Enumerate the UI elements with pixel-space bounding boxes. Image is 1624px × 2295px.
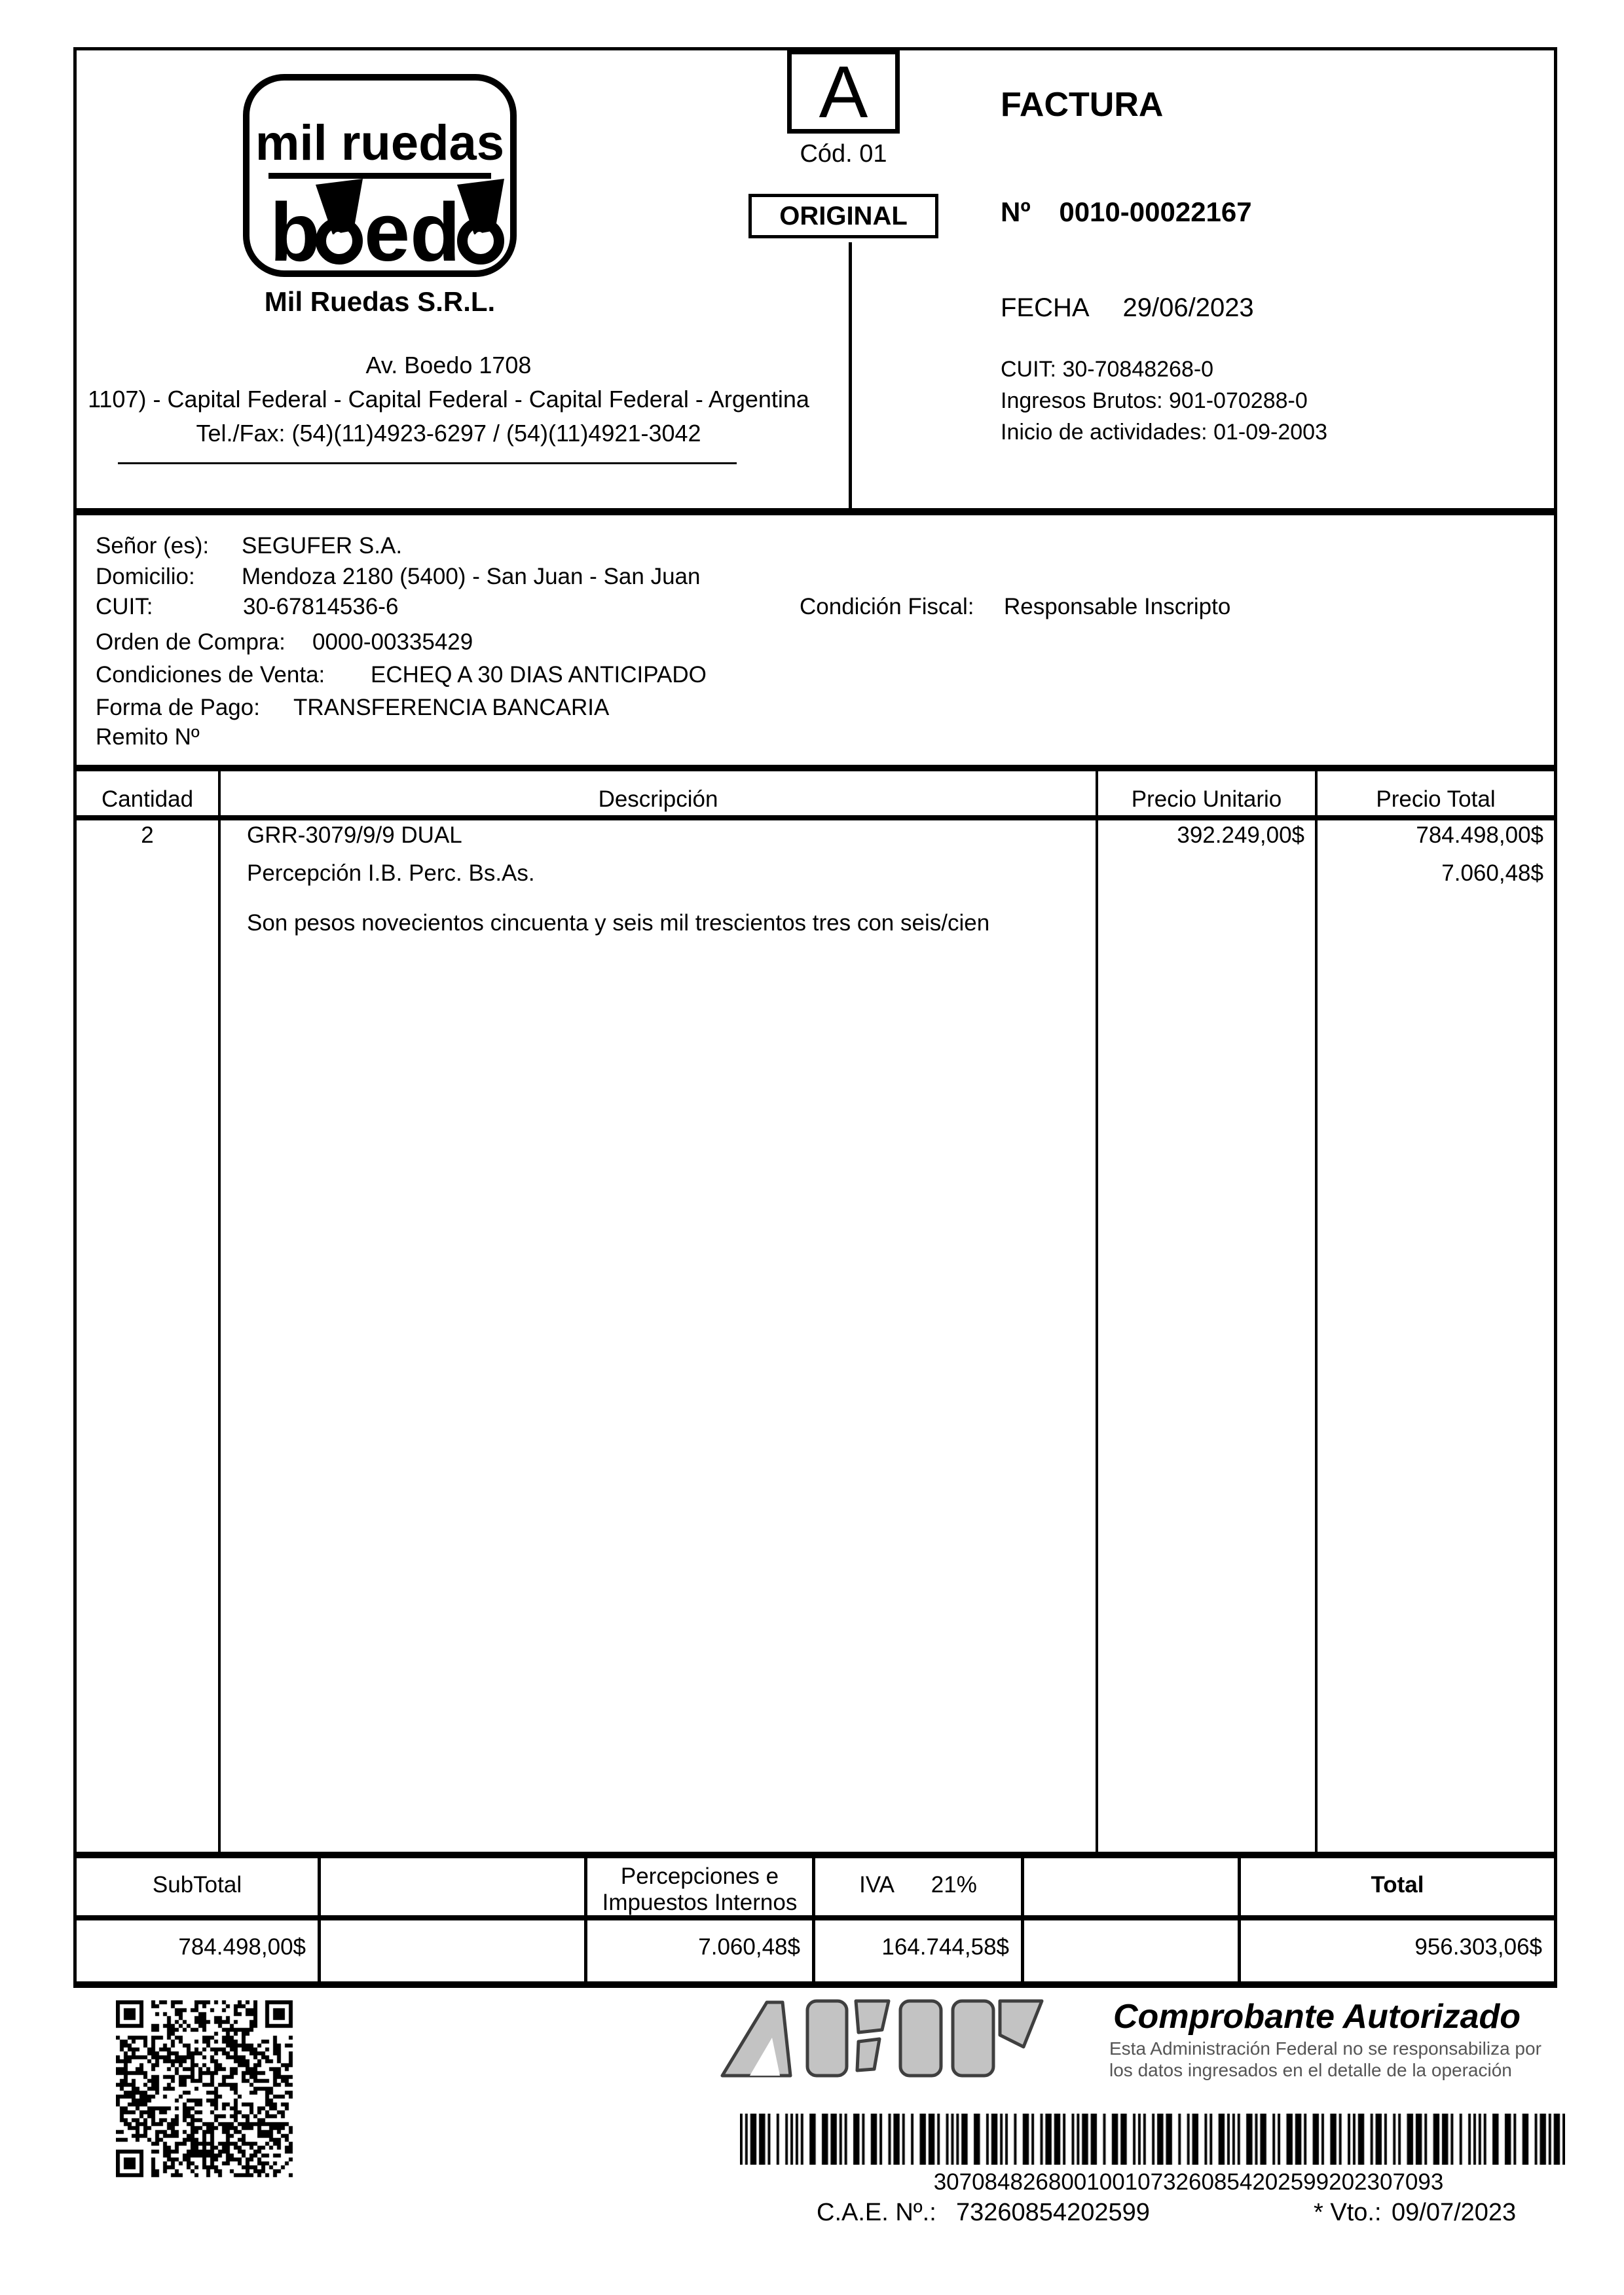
item-unit-price: 392.249,00$ (1177, 822, 1304, 848)
purchase-order: 0000-00335429 (312, 629, 473, 655)
subtotal-label: SubTotal (152, 1872, 242, 1898)
barcode-number: 3070848268001001073260854202599202307093 (933, 2169, 1444, 2195)
percepciones-value: 7.060,48$ (698, 1934, 800, 1960)
customer-cuit-row (96, 593, 1536, 619)
col-header-precio-unitario: Precio Unitario (1131, 786, 1282, 812)
totals-middle-line (73, 1915, 1557, 1920)
item-description: GRR-3079/9/9 DUAL (247, 822, 462, 848)
invoice-title: FACTURA (1001, 86, 1164, 124)
afip-letter-p-bowl (1000, 2001, 1042, 2047)
afip-letter-p-bar (953, 2001, 993, 2076)
customer-address-row (96, 563, 1536, 589)
iva-label (815, 1871, 1021, 1899)
afip-letter-f-mid (857, 2039, 879, 2070)
purchase-order-label: Orden de Compra: (96, 629, 286, 655)
items-table-top-line (73, 765, 1557, 771)
iva-text: IVA (859, 1872, 894, 1898)
customer-name-label: Señor (es): (96, 533, 210, 559)
invoice-number: 0010-00022167 (1059, 196, 1252, 227)
address-underline (118, 462, 737, 464)
header-center-divider (849, 242, 852, 511)
items-col-divider-3 (1315, 765, 1318, 1852)
customer-address: Mendoza 2180 (5400) - San Juan - San Juan (242, 564, 701, 589)
percepciones-label (587, 1864, 812, 1916)
logo-letter-b: b (270, 186, 320, 278)
amount-in-words: Son pesos novecientos cincuenta y seis mil trescientos tres con seis/cien (247, 910, 990, 936)
customer-cuit: 30-67814536-6 (243, 594, 399, 619)
customer-name: SEGUFER S.A. (242, 533, 403, 559)
form-outer-border (73, 47, 1557, 1988)
invoice-type-letter: A (819, 50, 868, 133)
header-separator-line (73, 508, 1557, 515)
col-header-precio-total: Precio Total (1376, 786, 1496, 812)
payment-method: TRANSFERENCIA BANCARIA (293, 695, 610, 720)
fiscal-condition-label: Condición Fiscal: (800, 594, 974, 619)
col-header-cantidad: Cantidad (101, 786, 194, 812)
seller-cuit: CUIT: 30-70848268-0 (1001, 357, 1214, 382)
items-table-header-line (73, 815, 1557, 820)
payment-method-label: Forma de Pago: (96, 695, 260, 720)
sale-conditions-row (96, 661, 1536, 688)
authorized-title: Comprobante Autorizado (1113, 1998, 1521, 2036)
seller-address (85, 348, 812, 451)
company-name: Mil Ruedas S.R.L. (264, 286, 496, 317)
invoice-date-label: FECHA (1001, 293, 1088, 322)
cae-label: C.A.E. Nº.: (817, 2199, 936, 2226)
barcode (740, 2114, 1565, 2165)
totals-col-divider-4 (1021, 1858, 1024, 1981)
customer-address-label: Domicilio: (96, 564, 195, 589)
item-description: Percepción I.B. Perc. Bs.As. (247, 860, 535, 886)
percepciones-label-line1: Percepciones e (620, 1864, 779, 1889)
afip-letter-i (900, 2001, 941, 2076)
iva-value: 164.744,58$ (881, 1934, 1009, 1960)
percepciones-label-line2: Impuestos Internos (602, 1890, 798, 1915)
afip-letter-f-bar (807, 2001, 847, 2076)
totals-top-line (73, 1852, 1557, 1858)
copy-type-box (748, 194, 938, 238)
iva-rate: 21% (931, 1872, 977, 1898)
total-label: Total (1371, 1872, 1424, 1898)
totals-bottom-line (73, 1981, 1557, 1988)
customer-cuit-label: CUIT: (96, 594, 153, 619)
invoice-number-row (1001, 196, 1252, 228)
vto-label: * Vto.: (1314, 2199, 1382, 2226)
qr-code (116, 2000, 321, 2205)
subtotal-value: 784.498,00$ (178, 1934, 306, 1960)
invoice-type-code: Cód. 01 (800, 140, 887, 168)
logo-line1: mil ruedas (255, 115, 505, 171)
sale-conditions: ECHEQ A 30 DIAS ANTICIPADO (371, 662, 707, 688)
customer-name-row (96, 532, 1536, 559)
item-qty: 2 (141, 822, 154, 848)
total-value: 956.303,06$ (1414, 1934, 1542, 1960)
seller-city: 1107) - Capital Federal - Capital Federal - Capital Federal - Argentina (88, 386, 809, 413)
seller-iibb: Ingresos Brutos: 901-070288-0 (1001, 388, 1308, 413)
remito-label: Remito Nº (96, 724, 200, 750)
purchase-order-row (96, 629, 1536, 655)
afip-disclaimer-line2: los datos ingresados en el detalle de la operación (1109, 2060, 1512, 2080)
seller-inicio-actividades: Inicio de actividades: 01-09-2003 (1001, 420, 1327, 445)
seller-street: Av. Boedo 1708 (365, 352, 532, 378)
totals-col-divider-1 (318, 1858, 321, 1981)
invoice-type-box (787, 50, 900, 134)
items-col-divider-2 (1096, 765, 1098, 1852)
seller-phone: Tel./Fax: (54)(11)4923-6297 / (54)(11)4921-3042 (196, 420, 701, 447)
company-logo (242, 73, 517, 280)
afip-logo (704, 1996, 1097, 2081)
item-total: 7.060,48$ (1441, 860, 1543, 886)
invoice-number-label: Nº (1001, 196, 1031, 227)
afip-letter-f-top (856, 2001, 889, 2032)
sale-conditions-label: Condiciones de Venta: (96, 662, 325, 688)
logo-underline (268, 173, 491, 179)
vto-date: 09/07/2023 (1392, 2199, 1517, 2226)
item-total: 784.498,00$ (1416, 822, 1543, 848)
invoice-date-row (1001, 293, 1254, 323)
col-header-descripcion: Descripción (598, 786, 718, 812)
logo-letters-ed: ed (364, 186, 461, 278)
payment-method-row (96, 694, 1536, 720)
afip-disclaimer-line1: Esta Administración Federal no se responsabiliza por (1109, 2038, 1541, 2059)
fiscal-condition: Responsable Inscripto (1004, 594, 1231, 619)
copy-type-label: ORIGINAL (779, 201, 908, 230)
invoice-date: 29/06/2023 (1122, 293, 1254, 322)
items-col-divider-1 (218, 765, 221, 1852)
cae-number: 73260854202599 (956, 2199, 1150, 2226)
